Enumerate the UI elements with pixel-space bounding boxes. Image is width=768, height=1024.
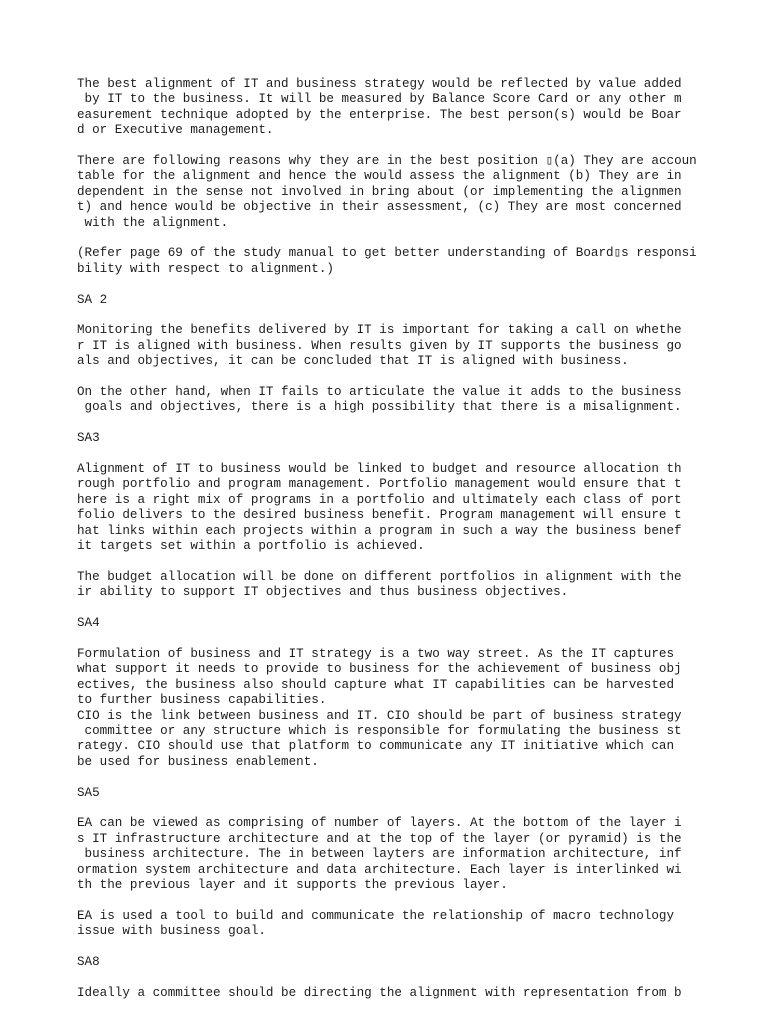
text-line: table for the alignment and hence the would assess the alignment (b) They are in [77,169,682,184]
text-line: to further business capabilities. [77,693,327,708]
text-line: SA8 [77,954,100,969]
paragraph [77,385,737,416]
section-heading [77,616,737,631]
text-line: EA is used a tool to build and communicate the relationship of macro technology [77,908,675,923]
text-line: goals and objectives, there is a high possibility that there is a misalignment. [77,400,682,415]
paragraph [77,77,737,139]
text-line: here is a right mix of programs in a portfolio and ultimately each class of port [77,492,682,507]
paragraph [77,570,737,601]
text-line: EA can be viewed as comprising of number of layers. At the bottom of the layer i [77,816,682,831]
text-line: als and objectives, it can be concluded that IT is aligned with business. [77,354,629,369]
paragraph [77,816,737,893]
text-line: On the other hand, when IT fails to articulate the value it adds to the business [77,385,682,400]
paragraph [77,647,737,770]
text-line: CIO is the link between business and IT. CIO should be part of business strategy [77,708,682,723]
text-line: SA3 [77,431,100,446]
text-line: be used for business enablement. [77,754,319,769]
text-line: rategy. CIO should use that platform to communicate any IT initiative which can [77,739,675,754]
text-line: SA4 [77,616,100,631]
text-line: There are following reasons why they are in the best position ▯(a) They are accoun [77,154,697,169]
section-heading [77,955,737,970]
paragraph [77,323,737,369]
text-line: SA5 [77,785,100,800]
text-line: folio delivers to the desired business benefit. Program management will ensure t [77,508,682,523]
text-line: with the alignment. [77,215,229,230]
text-line: hat links within each projects within a program in such a way the business benef [77,523,682,538]
text-line: rough portfolio and program management. Portfolio management would ensure that t [77,477,682,492]
text-line: The budget allocation will be done on different portfolios in alignment with the [77,569,682,584]
text-line: ir ability to support IT objectives and thus business objectives. [77,585,569,600]
paragraph [77,154,737,231]
text-line: t) and hence would be objective in their assessment, (c) They are most concerned [77,200,682,215]
text-line: Monitoring the benefits delivered by IT is important for taking a call on whethe [77,323,682,338]
text-line: The best alignment of IT and business strategy would be reflected by value added [77,77,682,91]
section-heading [77,786,737,801]
text-line: Formulation of business and IT strategy is a two way street. As the IT captures [77,646,675,661]
text-line: dependent in the sense not involved in bring about (or implementing the alignmen [77,184,682,199]
paragraph [77,909,737,940]
text-line: th the previous layer and it supports the previous layer. [77,877,508,892]
text-line: issue with business goal. [77,924,266,939]
paragraph [77,462,737,554]
text-line: ectives, the business also should capture what IT capabilities can be harvested [77,677,675,692]
text-line: it targets set within a portfolio is achieved. [77,539,425,554]
paragraph [77,986,737,1001]
paragraph [77,246,737,277]
text-line: ormation system architecture and data architecture. Each layer is interlinked wi [77,862,682,877]
text-line: what support it needs to provide to business for the achievement of business obj [77,662,682,677]
section-heading [77,293,737,308]
text-line: SA 2 [77,292,108,307]
text-line: bility with respect to alignment.) [77,261,334,276]
text-line: r IT is aligned with business. When results given by IT supports the business go [77,338,682,353]
text-line: committee or any structure which is responsible for formulating the business st [77,723,682,738]
text-line: s IT infrastructure architecture and at the top of the layer (or pyramid) is the [77,831,682,846]
text-line: Ideally a committee should be directing the alignment with representation from b [77,985,682,1000]
text-line: business architecture. The in between layters are information architecture, inf [77,847,682,862]
section-heading [77,431,737,446]
text-line: easurement technique adopted by the enterprise. The best person(s) would be Boar [77,107,682,122]
document-body [77,77,737,1017]
text-line: (Refer page 69 of the study manual to get better understanding of Board▯s responsi [77,246,697,261]
text-line: by IT to the business. It will be measured by Balance Score Card or any other m [77,92,682,107]
text-line: Alignment of IT to business would be linked to budget and resource allocation th [77,462,682,477]
text-line: d or Executive management. [77,123,274,138]
